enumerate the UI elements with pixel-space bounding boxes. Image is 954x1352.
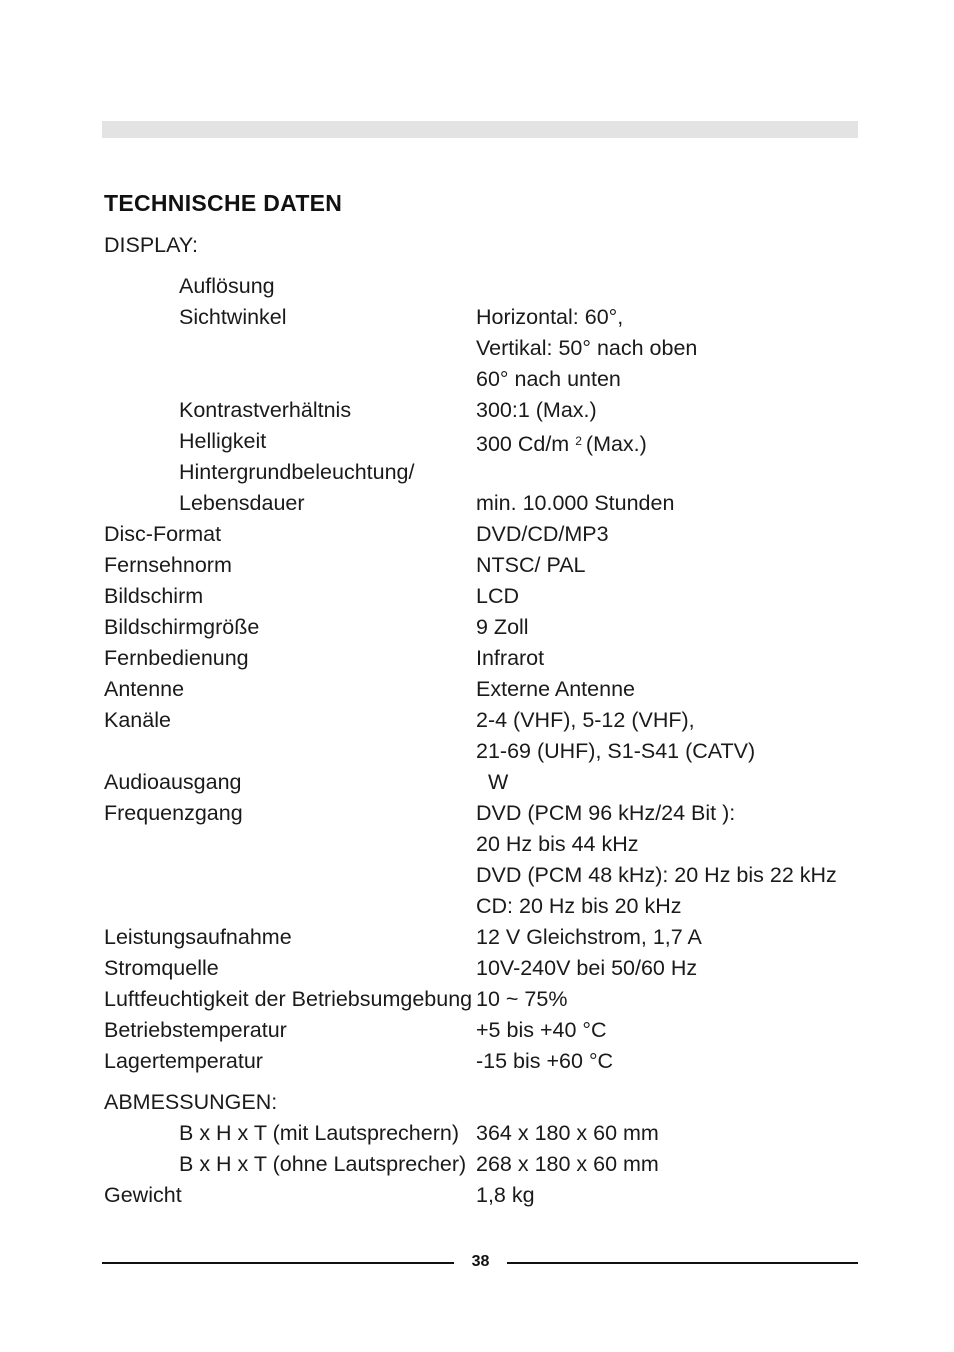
spec-label: Stromquelle: [104, 956, 219, 980]
spec-label: Leistungsaufnahme: [104, 925, 292, 949]
spec-label: Helligkeit: [179, 429, 267, 453]
spec-label: Disc-Format: [104, 522, 222, 546]
spec-label: Kontrastverhältnis: [179, 398, 352, 422]
spec-label: Bildschirm: [104, 584, 204, 608]
spec-row: [104, 1015, 864, 1046]
spec-table: [104, 230, 864, 1211]
spec-label: Auflösung: [179, 274, 275, 298]
brightness-value: 300 Cd/m: [476, 432, 570, 456]
spec-value: 21-69 (UHF), S1-S41 (CATV): [476, 739, 756, 763]
spec-row: [104, 1180, 864, 1211]
spec-row: [104, 798, 864, 829]
spec-row: [104, 488, 864, 519]
spec-label: Gewicht: [104, 1183, 182, 1207]
spec-row: [104, 953, 864, 984]
spec-row: [104, 581, 864, 612]
spec-value: min. 10.000 Stunden: [476, 491, 675, 515]
spec-row: [104, 705, 864, 736]
spec-value: Externe Antenne: [476, 677, 635, 701]
spec-row: [104, 426, 864, 457]
spec-label: Luftfeuchtigkeit der Betriebsumgebung: [104, 987, 473, 1011]
spec-row: [104, 302, 864, 333]
spec-row: [104, 736, 864, 767]
spec-row: [104, 271, 864, 302]
section-abmessungen: [104, 1087, 864, 1118]
header-bar: [102, 121, 858, 138]
footer-rule-right: [507, 1262, 858, 1264]
spec-value: DVD/CD/MP3: [476, 522, 609, 546]
spec-value: 364 x 180 x 60 mm: [476, 1121, 659, 1145]
spec-value: Horizontal: 60°,: [476, 305, 624, 329]
spec-value: 2-4 (VHF), 5-12 (VHF),: [476, 708, 695, 732]
spec-row: [104, 1149, 864, 1180]
section-label: DISPLAY:: [104, 233, 199, 257]
superscript-exponent: 2: [575, 434, 582, 448]
section-display: [104, 230, 864, 261]
spec-label: Kanäle: [104, 708, 171, 732]
spec-row: [104, 829, 864, 860]
spec-value: 300:1 (Max.): [476, 398, 597, 422]
spec-label: Audioausgang: [104, 770, 242, 794]
spec-row: [104, 922, 864, 953]
spec-value: 12 V Gleichstrom, 1,7 A: [476, 925, 702, 949]
spec-value: 9 Zoll: [476, 615, 529, 639]
spec-value: 1,8 kg: [476, 1183, 535, 1207]
spec-row: [104, 364, 864, 395]
spec-value: -15 bis +60 °C: [476, 1049, 614, 1073]
spec-row: [104, 674, 864, 705]
spec-row: [104, 1046, 864, 1077]
spec-label: Hintergrundbeleuchtung/: [179, 460, 415, 484]
spec-row: [104, 643, 864, 674]
spec-label: Lagertemperatur: [104, 1049, 263, 1073]
section-label: ABMESSUNGEN:: [104, 1090, 278, 1114]
spec-row: [104, 984, 864, 1015]
spec-row: [104, 457, 864, 488]
spec-row: [104, 1118, 864, 1149]
spec-label: Bildschirmgröße: [104, 615, 260, 639]
spec-label: Sichtwinkel: [179, 305, 287, 329]
spec-value: LCD: [476, 584, 520, 608]
spec-value: NTSC/ PAL: [476, 553, 586, 577]
spec-label: B x H x T (mit Lautsprechern): [179, 1121, 459, 1145]
spec-row: [104, 333, 864, 364]
spec-row: [104, 891, 864, 922]
spec-value: [476, 426, 647, 460]
spec-value: 20 Hz bis 44 kHz: [476, 832, 639, 856]
spec-row: [104, 395, 864, 426]
spec-row: [104, 550, 864, 581]
footer-rule-left: [102, 1262, 454, 1264]
spec-value: CD: 20 Hz bis 20 kHz: [476, 894, 682, 918]
spec-value: 268 x 180 x 60 mm: [476, 1152, 659, 1176]
spec-value: 60° nach unten: [476, 367, 621, 391]
spec-row: [104, 519, 864, 550]
spec-label: Betriebstemperatur: [104, 1018, 287, 1042]
spec-value: +5 bis +40 °C: [476, 1018, 607, 1042]
page-number: 38: [471, 1253, 490, 1270]
spec-value: DVD (PCM 48 kHz): 20 Hz bis 22 kHz: [476, 863, 837, 887]
spec-value: W: [476, 770, 509, 794]
spec-label: Fernbedienung: [104, 646, 249, 670]
spec-value: Vertikal: 50° nach oben: [476, 336, 698, 360]
spec-label: Lebensdauer: [179, 491, 305, 515]
spec-row: [104, 767, 864, 798]
spec-value: 10 ~ 75%: [476, 987, 568, 1011]
brightness-qualifier: (Max.): [585, 432, 647, 456]
spec-label: B x H x T (ohne Lautsprecher): [179, 1152, 467, 1176]
page-title: TECHNISCHE DATEN: [104, 190, 343, 216]
spec-row: [104, 860, 864, 891]
spec-row: [104, 612, 864, 643]
spec-value: Infrarot: [476, 646, 545, 670]
spec-value: 10V-240V bei 50/60 Hz: [476, 956, 698, 980]
spec-label: Fernsehnorm: [104, 553, 232, 577]
spec-value: DVD (PCM 96 kHz/24 Bit ):: [476, 801, 736, 825]
spec-label: Antenne: [104, 677, 185, 701]
spec-label: Frequenzgang: [104, 801, 243, 825]
